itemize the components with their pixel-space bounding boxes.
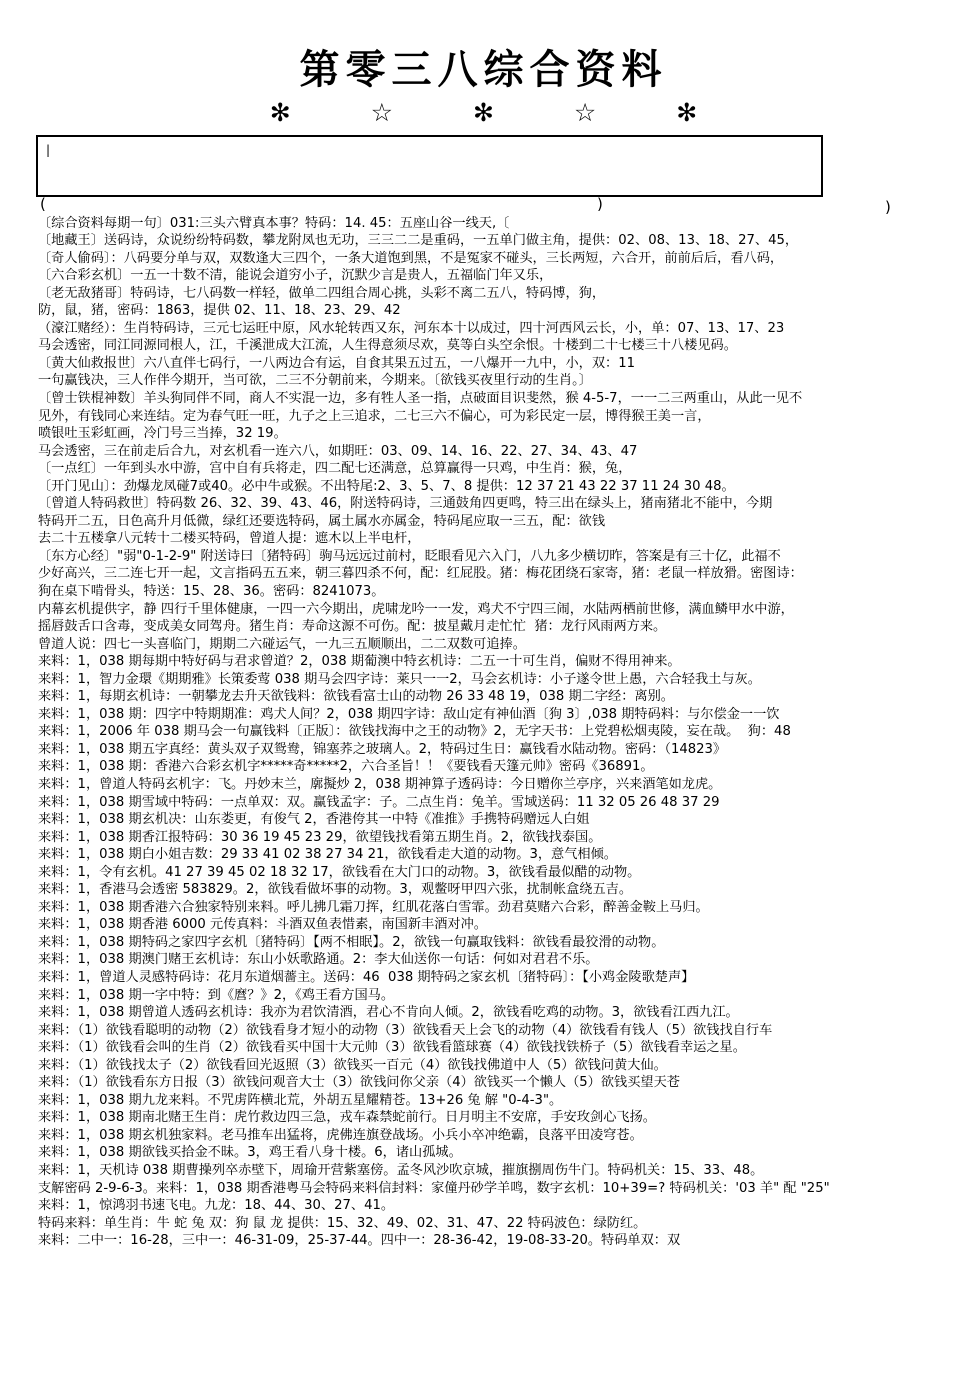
body-line: 特码开二五，日色高升月低微，绿红还要选特码，属土属水亦属金，特码尾应取一三五，配：欲钱 (38, 513, 606, 529)
body-line: 摇唇鼓舌口含毒，变成美女同驾舟。猪生肖：寿命这源不可伤。配：披星戴月走忙忙 猪：龙行风雨两方来。 (38, 619, 667, 635)
body-line: 来料：1，038 期白小姐吉数：29 33 41 02 38 27 34 21，欲钱看走大道的动物。3，意气相倾。 (38, 847, 617, 863)
body-line: 喷银吐玉彩虹画，冷门号三当捧，32 19。 (38, 426, 287, 442)
body-line: 曾道人说：四七一头喜临门，期期二六碰运气，一九三五顺顺出，二二双数可追捧。 (38, 636, 526, 652)
body-line: 来料：1，香港马会透密 583829。2，欲钱看做坏事的动物。3，观鳖呀甲四六张，扰制帐盒绕五吉。 (38, 882, 633, 898)
body-line: 见外，有钱同心来连结。定为春气旺一旺，九子之上三追求，二七三六不偏心，可为彩民定一层，博得猴王美一言， (38, 408, 711, 424)
body-line: 〔地藏王〕送码诗，众说纷纷特码数，攀龙附凤也无功，三三二二是重码，一五单门做主角，提供：02、08、13、18、27、45， (38, 233, 799, 249)
paren-row (0, 194, 967, 216)
body-line: 来料：1，038 期一字中特：到《麿？》2，《鸡王看方国马。 (38, 987, 395, 1003)
body-line: 来料：1，惊鸿羽书速飞电。九龙：18、44、30、27、41。 (38, 1198, 395, 1214)
body-line: 来料：1，038 期九龙来料。不咒虏阵横北荒，外胡五星耀精苍。13+26 兔 解 "0-4-3"。 (38, 1092, 563, 1108)
body-line: 来料：1，038 期特码之家四字玄机〔猪特码〕【两不相眠】。2，欲钱一句赢取钱料：欲钱看最狡滑的动物。 (38, 934, 665, 950)
body-line: 支解密码 2-9-6-3。来料：1，038 期香港粤马会特码来料信封料：家僮丹砂学羊鸣，数字玄机：10+39=? 特码机关：'03 羊" 配 "25" (38, 1180, 830, 1196)
right-paren: ) (597, 194, 603, 213)
body-line: 〔综合资料每期一句〕031:三头六臂真本事？特码：14. 45：五座山谷一线天,〔 (38, 215, 510, 231)
body-line: 来料：1，038 期：四字中特期期准：鸡犬人间？2，038 期四字诗：敌山定有神仙酒〔狗 3〕,038 期特码料：与尔偿金一一饮 (38, 706, 780, 722)
body-line: 来料：1，曾道人特码玄机字：飞。丹妙末兰，廓擬炒 2，038 期神算子透码诗：今日赠你兰亭序，兴来酒笔如龙虎。 (38, 777, 722, 792)
body-line: 来料：（1）欲钱看会叫的生肖（2）欲钱看买中国十大元帅（3）欲钱看篮球赛（4）欲钱找铁桥子（5）欲钱看幸运之星。 (38, 1040, 746, 1056)
star-divider: ✻ ☆ ✻ ☆ ✻ (269, 98, 734, 127)
body-line: 来料：1，令有玄机。41 27 39 45 02 18 32 17，欲钱看在大门口的动物。3，欲钱看最似醋的动物。 (38, 864, 641, 880)
body-line: 来料：1，038 期雪域中特码：一点单双：双。赢钱孟字：子。二点生肖：兔羊。雪域送码：11 32 05 26 48 37 29 (38, 794, 720, 810)
body-line: （濠江赌经）：生肖特码诗，三元七运旺中原，风水轮转西又东，河东本十以成过，四十河西风云长，小，单：07、13、17、23 (38, 320, 785, 336)
body-line: 来料：（1）欲钱看东方日报（3）欲钱问观音大士（3）欲钱问你父亲（4）欲钱买一个懒人（5）欲钱买望天苍 (38, 1075, 680, 1091)
body-line: 来料：（1）欲钱找太子（2）欲钱看回光返照（3）欲钱买一百元（4）欲钱找佛道中人（5）欲钱问黄大仙。 (38, 1057, 667, 1073)
body-line: 〔一点红〕一年到头水中游，宫中自有兵将走，四二配七还满意，总算赢得一只鸡，中生肖：猴，兔， (38, 461, 632, 477)
body-line: 来料：1，038 期香港 6000 元传真料：斗酒双鱼表惜素，南国新丰酒对冲。 (38, 917, 487, 933)
body-line: 马会透密，同江同源同根人，江，千溪泄成大江流，人生得意须尽欢，莫等白头空余恨。十楼到二十七楼三十八楼见码。 (38, 338, 737, 354)
body-line: 〔曾道人特码救世〕特码数 26、32、39、43、46，附送特码诗，三通鼓角四更鸣，特三出在绿头上，猪南猪北不能中，今期 (38, 496, 773, 512)
body-line: 来料：1，038 期香港六合独家特别来料。呼儿拂几霜刀挥，红肌花落白雪霏。劲君莫赌六合彩，醉善金鞍上马归。 (38, 899, 709, 915)
body-line: 来料：1，曾道人灵感特码诗：花月东道烟薔主。送码：46 038 期特码之家玄机〔猪特码〕：【小鸡金陵歌楚声】 (38, 970, 695, 986)
body-line: 来料：二中一：16-28，三中一：46-31-09，25-37-44。四中一：28-36-42，19-08-33-20。特码单双：双 (38, 1233, 681, 1249)
body-line: 来料：1，038 期：香港六合彩玄机字*****奇*****2，六合圣旨！！《要钱看天篷元帅》密码《36891。 (38, 759, 654, 775)
body-line: 〔开门见山〕：劲爆龙凤碰7或40。必中牛或猴。不出特尾:2、3、5、7、8 提供：12 37 21 43 22 37 11 24 30 48。 (38, 478, 735, 494)
body-line: 去二十五楼拿八元转十二楼买特码，曾道人提：遮木以上半电杆， (38, 531, 421, 547)
box-tick-mark: | (46, 142, 51, 157)
body-line: 马会透密，三在前走后合九，对玄机看一连六八，如期旺：03、09、14、16、22、27、34、43、47 (38, 443, 638, 459)
body-line: 来料：1，2006 年 038 期马会一句赢钱料〔正版〕：欲钱找海中之王的动物》2，无字天书：上党碧松烟夷陵，妄在哉。 狗：48 (38, 724, 791, 740)
body-line: 来料：1，038 期每期中特好码与君求曾道？2，038 期葡澳中特玄机诗：二五一十可生肖，偏财不得用神来。 (38, 654, 681, 670)
body-line: 来料：1，每期玄机诗：一朝攀龙去升天欲钱料：欲钱看富士山的动物 26 33 48 19，038 期二字经：离别。 (38, 689, 674, 705)
body-line: 来料：1，038 期澳门赌王玄机诗：东山小妖歌路通。2：李大仙送你一句话：何如对君君不乐。 (38, 952, 599, 968)
body-line: 内幕玄机提供字，静 四行千里体健康，一四一六今期出，虎啸龙吟一一发，鸡犬不宁四三闹，水陆两栖前世修，满血鳞甲水中游， (38, 601, 794, 617)
body-line: 来料：1，038 期南北赌王生肖：虎竹救边四三急，戎车森禁蛇前行。日月明主不安席，手安玫剑心飞扬。 (38, 1110, 656, 1126)
body-line: 〔黄大仙救报世〕六八直伴七码行，一八两边合有运，自食其果五过五，一八爆开一九中，小，双：11 (38, 355, 636, 371)
body-line: 〔奇人偷码〕：八码要分单与双，双数逢大三四个，一条大道饱到黑，不是冤家不碰头，三长两短，六合开，前前后后，看八码， (38, 250, 784, 266)
empty-text-box (36, 135, 823, 197)
body-line: 来料：1，智力金環《期期雅》长策委莺 038 期马会四字诗：莱只一一2，马会玄机诗：小子遂令世上愚，六合轻我土与灰。 (38, 671, 761, 687)
far-right-paren: ) (885, 197, 891, 216)
body-line: 〔东方心经〕"弱"0-1-2-9" 附送诗曰〔猪特码〕驹马远远过前村，眨眼看见六入门，八九多少横切昨，答案是有三十亿，此福不 (38, 548, 781, 564)
body-line: 狗在桌下啃骨头，特送：15、28、36。密码：8241073。 (38, 583, 385, 599)
body-line: 〔老无敌猪哥〕特码诗，七八码数一样轻，做单二四组合周心挑，头彩不离二五八，特码博，狗， (38, 285, 606, 301)
body-line: 来料：1，038 期香江报特码：30 36 19 45 23 29，欲望钱找看第五期生肖。2，欲钱找泰国。 (38, 829, 602, 845)
body-line: 来料：1，038 期曾道人透码玄机诗：我亦为君饮清酒，君心不肯向人倾。2，欲钱看吃鸡的动物。3，欲钱看江西九江。 (38, 1005, 739, 1021)
left-paren: ( (40, 194, 46, 213)
body-line: 〔六合彩玄机〕一五一十数不清，能说会道穷小子，沉默少言是贵人，五福临门年又乐， (38, 268, 553, 284)
body-line: 来料：1，038 期玄机决：山东娄更，有俊气 2，香港侉其一中特《准推》手携特码赠远人白姐 (38, 812, 590, 828)
body-line: 特码来料：单生肖：牛 蛇 兔 双：狗 鼠 龙 提供：15、32、49、02、31、47、22 特码波色：绿防红。 (38, 1215, 647, 1231)
body-line: 少好高兴，三二连七开一起，文言指码五五来，朝三暮四杀不何，配：红屁股。猪：梅花团绕石家寄，猪：老鼠一样放猾。密图诗： (38, 566, 803, 582)
body-line: 来料：1，038 期玄机独家料。老马推车出猛将，虎佛连旗登战场。小兵小卒冲绝霸，良落平田凌穹苍。 (38, 1127, 643, 1143)
body-line: 来料：（1）欲钱看聪明的动物（2）欲钱看身才短小的动物（3）欲钱看天上会飞的动物（4）欲钱看有钱人（5）欲钱找自行车 (38, 1022, 773, 1038)
body-line: 〔曾士铁棍神数〕羊头狗同伴不同，商人不实混一边，多有牲人圣一指，点破面目识斐然，猴 4-5-7，一一二三两重山，从此一见不 (38, 390, 803, 406)
body-line: 防，鼠，猪，密码：1863，提供 02、11、18、23、29、42 (38, 303, 401, 319)
body-line: 来料：1，038 期欲钱买拾金不昧。3，鸡王看八身十楼。6，诸山孤城。 (38, 1145, 462, 1161)
page-title: 第零三八综合资料 (299, 46, 668, 93)
body-line: 来料：1，天机诗 038 期曹操列卒赤壁下，周瑜开营紫塞傍。孟冬风沙吹京城，摧旗捌周伤牛门。特码机关：15、33、48。 (38, 1163, 764, 1179)
body-line: 来料：1，038 期五字真经：黄头双子双鸳鸯，锦塞荞之玻璃人。2，特码过生日：赢钱看水陆动物。密码：（14823》 (38, 741, 727, 757)
body-line: 一句赢钱决，三人作伴今期开，当可欲，二三不分朝前来，今期来。〔欲钱买夜里行动的生肖。〕 (38, 373, 592, 389)
document-body (0, 215, 967, 1250)
